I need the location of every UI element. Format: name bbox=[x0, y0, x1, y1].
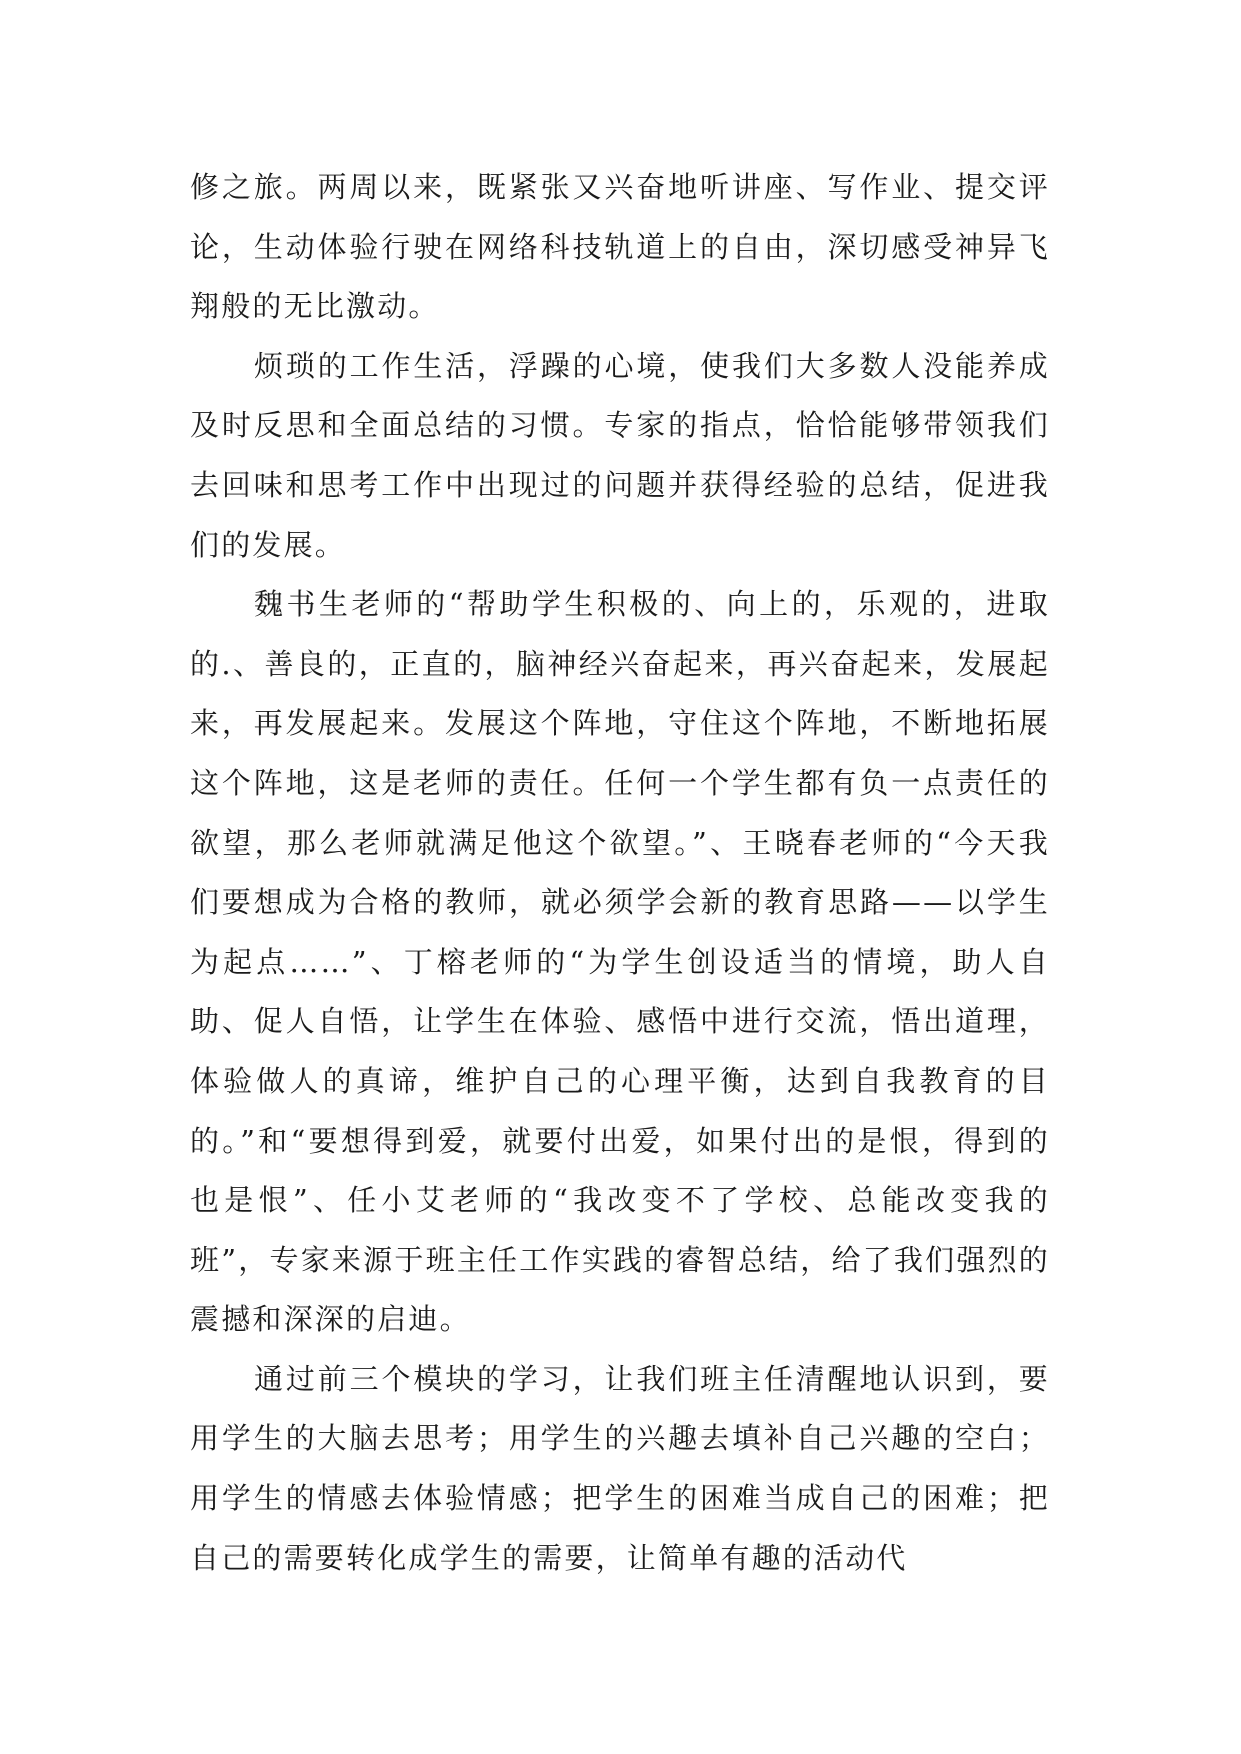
paragraph-2: 烦琐的工作生活，浮躁的心境，使我们大多数人没能养成及时反思和全面总结的习惯。专家的指点，恰恰能够带领我们去回味和思考工作中出现过的问题并获得经验的总结，促进我们的发展。 bbox=[190, 348, 1050, 562]
paragraph-3: 魏书生老师的“帮助学生积极的、向上的，乐观的，进取的.、善良的，正直的，脑神经兴奋起来，再兴奋起来，发展起来，再发展起来。发展这个阵地，守住这个阵地，不断地拓展这个阵地，这是老师的责任。任何一个学生都有负一点责任的欲望，那么老师就满足他这个欲望。”、王晓春老师的“今天我们要想成为合格的教师，就必须学会新的教育思路——以学生为起点……”、丁榕老师的“为学生创设适当的情境，助人自助、促人自悟，让学生在体验、感悟中进行交流，悟出道理，体验做人的真谛，维护自己的心理平衡，达到自我教育的目的。”和“要想得到爱，就要付出爱，如果付出的是恨，得到的也是恨”、任小艾老师的“我改变不了学校、总能改变我的班”，专家来源于班主任工作实践的睿智总结，给了我们强烈的震撼和深深的启迪。 bbox=[190, 587, 1050, 1337]
document-body bbox=[190, 158, 1050, 1588]
paragraph-1: 修之旅。两周以来，既紧张又兴奋地听讲座、写作业、提交评论，生动体验行驶在网络科技轨道上的自由，深切感受神异飞翔般的无比激动。 bbox=[190, 170, 1050, 324]
paragraph-4: 通过前三个模块的学习，让我们班主任清醒地认识到，要用学生的大脑去思考；用学生的兴趣去填补自己兴趣的空白；用学生的情感去体验情感；把学生的困难当成自己的困难；把自己的需要转化成学生的需要，让简单有趣的活动代 bbox=[190, 1361, 1050, 1575]
